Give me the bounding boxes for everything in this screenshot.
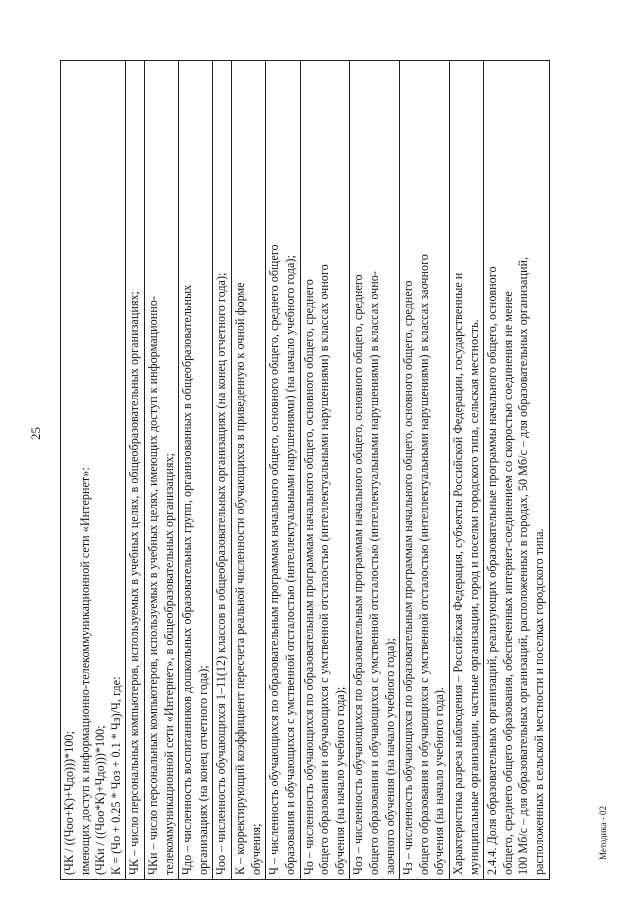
table-row [61, 61, 126, 880]
text-line: Чз – численность обучающихся по образовательным программам начального общего, основного общего, среднего [401, 280, 416, 875]
table-body [61, 61, 550, 880]
methodology-table [60, 60, 550, 880]
table-row [213, 61, 232, 880]
text-line: телекоммуникационной сети «Интернет», в общеобразовательных организациях; [161, 453, 176, 875]
table-cell [232, 61, 266, 880]
table-cell [266, 61, 300, 880]
text-line: образования и обучающихся с умственной отсталостью (интеллектуальными нарушениями) (на начало учебного года); [282, 255, 297, 875]
table-cell [400, 61, 450, 880]
text-line: Чдо – численность воспитанников дошкольных образовательных групп, организованных в общеобразовательных [180, 284, 195, 875]
table-cell [213, 61, 232, 880]
text-line: К – корректирующий коэффициент пересчета реальной численности обучающихся в приведенную к очной форме [233, 282, 248, 875]
text-line: общего образования и обучающихся с умственной отсталостью (интеллектуальными нарушениями) в классах заочного [416, 254, 431, 875]
table-row [400, 61, 450, 880]
text-line: организациях (на конец отчетного года); [195, 665, 210, 875]
text-line: (ЧК / ((Чоо+К)+Чдо)))*100; [62, 731, 76, 875]
table-cell [350, 61, 400, 880]
table-row [300, 61, 350, 880]
text-line: муниципальные организации, частные организации, город и поселки городского типа, сельская местность. [466, 319, 481, 875]
table-cell [61, 61, 126, 880]
text-line: 2.4.4. Доля образовательных организаций, реализующих образовательные программы начального общего, основного [485, 266, 500, 875]
text-line: расположенных в сельской местности и поселках городского типа. [532, 528, 547, 875]
text-line: Чо – численность обучающихся по образовательным программам начального общего, основного общего, среднего [301, 279, 316, 875]
table-row [266, 61, 300, 880]
table-row [179, 61, 213, 880]
text-line: ЧК – число персональных компьютеров, используемых в учебных целях, в общеобразовательных организациях; [127, 291, 142, 875]
text-line: (ЧКи / ((Чоо*К)+Чдо)))*100; [93, 725, 108, 875]
text-line: Характеристика разреза наблюдения – Российская Федерация, субъекты Российской Федерации, государственные и [451, 272, 466, 875]
text-line: К = (Чо + 0.25 * Чоз + 0.1 * Чз)/Ч, где: [108, 676, 123, 875]
text-line: ЧКи – число персональных компьютеров, используемых в учебных целях, имеющих доступ к информационно- [146, 296, 161, 875]
footer-label: Методика - 02 [598, 805, 608, 860]
text-line: заочного обучения (на начало учебного года); [382, 638, 397, 875]
text-line: Чоо – численность обучающихся 1–11(12) классов в общеобразовательных организациях (на конец отчетного года); [214, 272, 229, 875]
table-cell [145, 61, 179, 880]
text-line: общего, среднего общего образования, обеспеченных интернет-соединением со скоростью соединения не менее [500, 291, 515, 875]
table-cell [300, 61, 350, 880]
table-row [350, 61, 400, 880]
table-cell [450, 61, 484, 880]
table-cell [484, 61, 549, 880]
table-row [450, 61, 484, 880]
document-content [60, 60, 580, 880]
text-line: 100 Мб/с – для образовательных организаций, расположенных в городах, 50 Мб/с – для образовательных организаций, [516, 256, 531, 875]
text-line: общего образования и обучающихся с умственной отсталостью (интеллектуальными нарушениями) в классах очно- [366, 271, 381, 875]
text-line: Чоз – численность обучающихся по образовательным программам начального общего, основного общего, среднего [351, 274, 366, 875]
table-row [126, 61, 145, 880]
text-line: имеющих доступ к информационно-телекоммуникационной сети «Интернет»: [77, 467, 92, 875]
text-line: Ч – численность обучающихся по образовательным программам начального общего, основного общего, среднего общего [267, 244, 282, 875]
page-number: 25 [28, 427, 43, 440]
table-row [145, 61, 179, 880]
text-line: обучения; [248, 823, 263, 875]
table-row [232, 61, 266, 880]
text-line: обучения (на начало учебного года). [432, 687, 447, 875]
table-row [484, 61, 549, 880]
table-cell [179, 61, 213, 880]
text-line: общего образования и обучающихся с умственной отсталостью (интеллектуальными нарушениями) в классах очного [317, 264, 332, 875]
text-line: обучения (на начало учебного года); [332, 686, 347, 875]
table-cell [126, 61, 145, 880]
